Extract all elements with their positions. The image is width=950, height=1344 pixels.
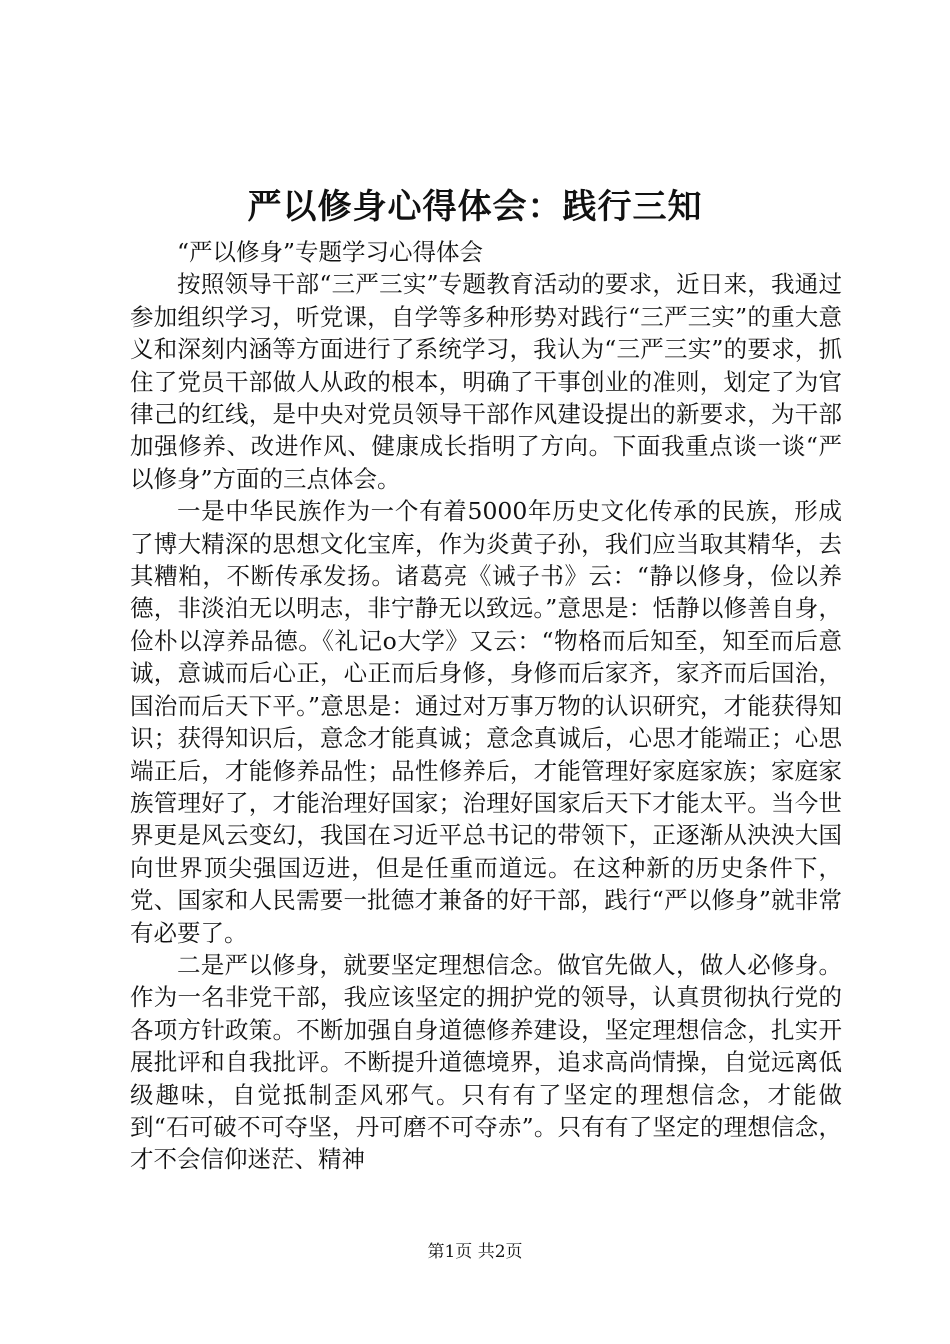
paragraph-point-two: 二是严以修身，就要坚定理想信念。做官先做人，做人必修身。作为一名非党干部，我应该坚定的拥护党的领导，认真贯彻执行党的各项方针政策。不断加强自身道德修养建设，坚定理想信念，扎实开展批评和自我批评。不断提升道德境界，追求高尚情操，自觉远离低级趣味，自觉抵制歪风邪气。只有有了坚定的理想信念，才能做到“石可破不可夺坚，丹可磨不可夺赤”。只有有了坚定的理想信念，才不会信仰迷茫、精神 [130, 950, 842, 1174]
paragraph-subtitle: “严以修身”专题学习心得体会 [177, 238, 484, 266]
paragraph-intro: 按照领导干部“三严三实”专题教育活动的要求，近日来，我通过参加组织学习，听党课，自学等多种形势对践行“三严三实”的重大意义和深刻内涵等方面进行了系统学习，我认为“三严三实”的要求，抓住了党员干部做人从政的根本，明确了干事创业的准则，划定了为官律己的红线，是中央对党员领导干部作风建设提出的新要求，为干部加强修养、改进作风、健康成长指明了方向。下面我重点谈一谈“严以修身”方面的三点体会。 [130, 270, 842, 493]
paragraph-point-one: 一是中华民族作为一个有着5000年历史文化传承的民族，形成了博大精深的思想文化宝库，作为炎黄子孙，我们应当取其精华，去其糟粕，不断传承发扬。诸葛亮《诫子书》云：“静以修身，俭以养德，非淡泊无以明志，非宁静无以致远。”意思是：恬静以修善自身，俭朴以淳养品德。《礼记o大学》又云：“物格而后知至，知至而后意诚，意诚而后心正，心正而后身修，身修而后家齐，家齐而后国治，国治而后天下平。”意思是：通过对万事万物的认识研究，才能获得知识；获得知识后，意念才能真诚；意念真诚后，心思才能端正；心思端正后，才能修养品性；品性修养后，才能管理好家庭家族；家庭家族管理好了，才能治理好国家；治理好国家后天下才能太平。当今世界更是风云变幻，我国在习近平总书记的带领下，正逐渐从泱泱大国向世界顶尖强国迈进，但是任重而道远。在这种新的历史条件下，党、国家和人民需要一批德才兼备的好干部，践行“严以修身”就非常有必要了。 [130, 497, 842, 947]
document-body [130, 236, 842, 1176]
document-title: 严以修身心得体会：践行三知 [247, 187, 703, 227]
page-number-footer: 第1页 共2页 [427, 1242, 523, 1262]
